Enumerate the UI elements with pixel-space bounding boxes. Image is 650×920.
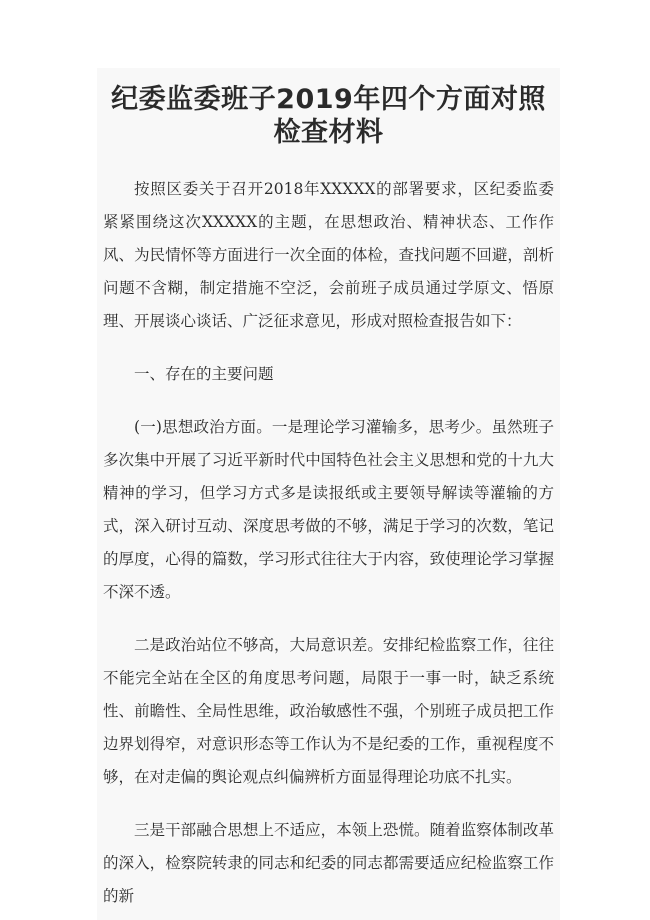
paragraph-cadre-integration: 三是干部融合思想上不适应，本领上恐慌。随着监察体制改革的深入，检察院转隶的同志和纪委的同志都需要适应纪检监察工作的新: [103, 821, 554, 905]
document-title: 纪委监委班子2019年四个方面对照检查材料: [111, 84, 546, 148]
document-body: [97, 173, 560, 913]
document-page: [97, 68, 560, 920]
section-heading: 一、存在的主要问题: [134, 365, 274, 383]
paragraph-political: (一)思想政治方面。一是理论学习灌输多，思考少。虽然班子多次集中开展了习近平新时代中国特色社会主义思想和党的十九大精神的学习，但学习方式多是读报纸或主要领导解读等灌输的方式，深入研讨互动、深度思考做的不够，满足于学习的次数，笔记的厚度，心得的篇数，学习形式往往大于内容，致使理论学习掌握不深不透。: [103, 418, 554, 601]
paragraph-political-stance: 二是政治站位不够高，大局意识差。安排纪检监察工作，往往不能完全站在全区的角度思考问题，局限于一事一时，缺乏系统性、前瞻性、全局性思维，政治敏感性不强，个别班子成员把工作边界划得窄，对意识形态等工作认为不是纪委的工作，重视程度不够，在对走偏的舆论观点纠偏辨析方面显得理论功底不扎实。: [103, 636, 554, 786]
intro-paragraph: 按照区委关于召开2018年XXXXX的部署要求，区纪委监委紧紧围绕这次XXXXX的主题，在思想政治、精神状态、工作作风、为民情怀等方面进行一次全面的体检，查找问题不回避，剖析问题不含糊，制定措施不空泛，会前班子成员通过学原文、悟原理、开展谈心谈话、广泛征求意见，形成对照检查报告如下：: [103, 180, 554, 330]
